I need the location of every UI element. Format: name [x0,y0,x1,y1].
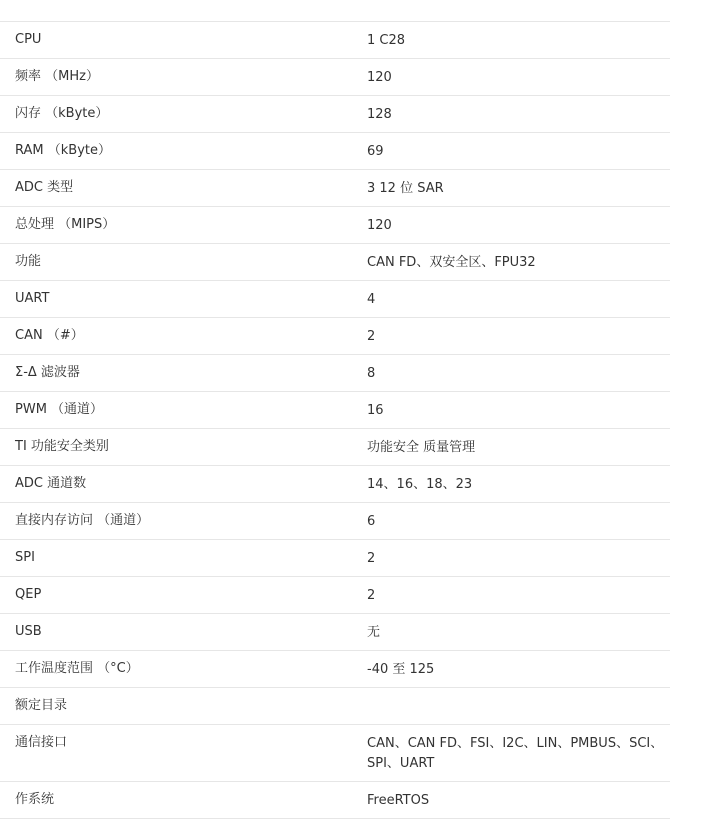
spec-value: -40 至 125 [367,662,435,677]
spec-row-temperature [0,651,670,688]
spec-label: PWM （通道） [15,402,104,417]
spec-value: 3 12 位 SAR [367,181,444,196]
spec-label: CPU [15,32,42,47]
spec-row-safety-category [0,429,670,466]
spec-value: 14、16、18、23 [367,477,473,492]
spec-value: 4 [367,292,376,307]
spec-row-adc-channels [0,466,670,503]
spec-row-pwm [0,392,670,429]
spec-value: 8 [367,366,376,381]
spec-value: FreeRTOS [367,793,430,808]
spec-label: 功能 [15,254,42,269]
spec-row-flash [0,96,670,133]
spec-value: 6 [367,514,376,529]
spec-value: 2 [367,329,376,344]
spec-row-features [0,244,670,281]
spec-label: 总处理 （MIPS） [15,217,116,232]
spec-value: CAN、CAN FD、FSI、I2C、LIN、PMBUS、SCI、SPI、UART [367,736,664,771]
spec-label: 通信接口 [15,735,68,750]
spec-value: CAN FD、双安全区、FPU32 [367,255,536,270]
spec-value: 16 [367,403,384,418]
spec-value: 120 [367,70,392,85]
spec-row-total-processing [0,207,670,244]
spec-label: RAM （kByte） [15,143,111,158]
spec-label: 工作温度范围 （°C） [15,661,139,676]
spec-value: 128 [367,107,392,122]
spec-label: ADC 通道数 [15,476,87,491]
spec-label: ADC 类型 [15,180,74,195]
spec-row-adc-type [0,170,670,207]
spec-label: CAN （#） [15,328,84,343]
spec-label: 直接内存访问 （通道） [15,513,150,528]
spec-table [0,21,670,819]
spec-row-sigma-delta [0,355,670,392]
spec-row-cpu [0,22,670,59]
spec-value: 无 [367,625,381,640]
spec-value: 2 [367,551,376,566]
spec-value [352,688,670,697]
spec-row-dma [0,503,670,540]
spec-label: Σ-Δ 滤波器 [15,365,80,380]
spec-row-spi [0,540,670,577]
spec-label: TI 功能安全类别 [15,439,109,454]
spec-row-uart [0,281,670,318]
spec-label: 作系统 [15,792,55,807]
spec-value: 120 [367,218,392,233]
spec-row-can [0,318,670,355]
spec-value: 69 [367,144,384,159]
spec-label: UART [15,291,50,306]
spec-row-frequency [0,59,670,96]
spec-row-rated-catalog [0,688,670,725]
spec-row-ram [0,133,670,170]
spec-value: 功能安全 质量管理 [367,440,476,455]
spec-label: QEP [15,587,42,602]
spec-row-os [0,782,670,819]
spec-row-qep [0,577,670,614]
spec-value: 1 C28 [367,33,406,48]
spec-row-interfaces [0,725,670,782]
spec-label: 闪存 （kByte） [15,106,109,121]
spec-label: USB [15,624,42,639]
spec-value: 2 [367,588,376,603]
spec-label: 额定目录 [15,698,68,713]
spec-label: 频率 （MHz） [15,69,99,84]
spec-label: SPI [15,550,35,565]
spec-row-usb [0,614,670,651]
